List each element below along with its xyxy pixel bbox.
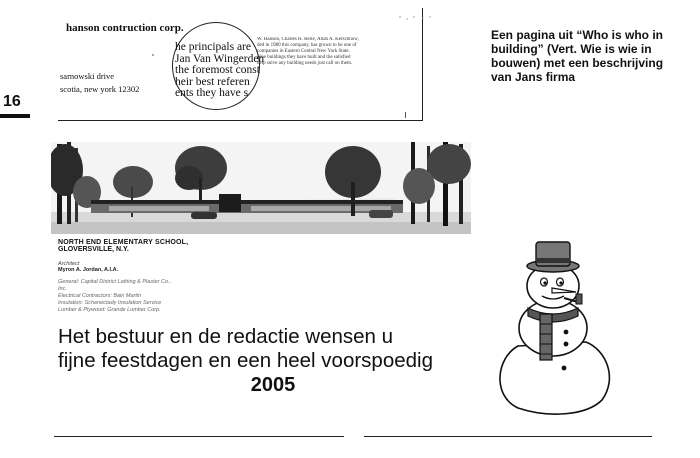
greeting-year: 2005 (250, 374, 296, 396)
contractor-list (58, 279, 298, 314)
page-number-rule (0, 114, 30, 118)
contractor-line: Inc. (58, 286, 67, 292)
company-address (60, 70, 139, 96)
contractor-line: Electrical Contractors: Bain Martin (58, 293, 142, 299)
contractor-line: Insulation: Schenectady Insulation Service (58, 300, 162, 306)
contractor-line: Lumber & Plywood: Grande Lumber Corp. (58, 307, 161, 313)
architect-label: Architect (58, 261, 80, 267)
circled-text-line: ents they have s (175, 87, 249, 99)
circled-text-line: heir best referen (175, 75, 250, 88)
address-line: scotia, new york 12302 (60, 84, 140, 94)
clipping-tick (405, 112, 406, 118)
school-name: NORTH END ELEMENTARY SCHOOL, (58, 239, 189, 246)
architect-name: Myron A. Jordan, A.I.A. (58, 267, 119, 273)
fine-print (257, 37, 415, 85)
circled-text-line: the foremost const (175, 64, 260, 76)
snowman-illustration (478, 228, 628, 418)
footer-rule-right (364, 436, 652, 437)
address-line: sarnowski drive (60, 71, 115, 81)
school-location: GLOVERSVILLE, N.Y. (58, 246, 129, 253)
contractor-line: General: Capital District Lathing & Plaster Co., (58, 279, 172, 285)
fine-print-line: help solve any building needs just call on them. (257, 61, 353, 66)
clipping-corner-specks (398, 14, 434, 22)
school-building-photo (51, 142, 471, 234)
season-greeting (58, 325, 488, 397)
fine-print-line: companies in Eastern Central New York State. (257, 49, 350, 54)
greeting-line: Het bestuur en de redactie wensen u (58, 325, 394, 348)
photo-credits (58, 239, 298, 314)
circled-text-line: Jan Van Wingerden (175, 52, 265, 65)
fine-print-line: ded in 1980 this company, has grown to be one of (257, 43, 357, 48)
fine-print-line: Fine buildings they have built and the satisfied (257, 55, 351, 60)
company-name: hanson contruction corp. (66, 22, 184, 34)
clipping-company-listing (58, 8, 423, 121)
speck-mark (146, 48, 160, 62)
clipping-caption: Een pagina uit “Who is who in building” (Vert. Wie is wie in bouwen) met een beschrijving van Jans firma (491, 28, 664, 84)
footer-rule-left (54, 436, 344, 437)
page-number: 16 (3, 93, 21, 110)
greeting-line: fijne feestdagen en een heel voorspoedig (58, 349, 433, 372)
fine-print-line: W. Hanson, Charles H. Reile, Allan A. Kerschnow, (257, 37, 359, 42)
circled-text-line: he principals are (175, 42, 251, 53)
